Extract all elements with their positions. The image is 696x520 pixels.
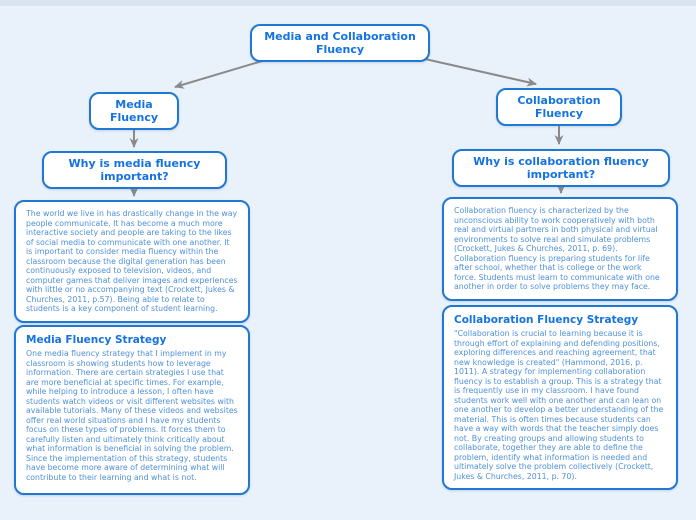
collab-strategy-title: Collaboration Fluency Strategy [454, 314, 639, 326]
node-collab-strategy[interactable] [442, 305, 678, 490]
node-media-importance-text[interactable] [14, 200, 250, 323]
top-edge-strip [0, 0, 696, 6]
media-strategy-title: Media Fluency Strategy [26, 334, 167, 346]
node-collab-importance-text[interactable] [442, 197, 678, 301]
collab-strategy-paragraph: "Collaboration is crucial to learning because it is through effort of explaining and defending positions, exploring differences and reaching agreement, that new knowledge is created" (Hammond, 2016, p. 1011). A strategy for implementing collaboration fluency is to establish a group. This is a strategy that is frequently use in my classroom. I have found students work well with one another and can lean on one another to develop a better understanding of the material. This is often times because students can have a way with words that the teacher simply does not. By creating groups and allowing students to collaborate, together they are able to define the problem, identify what information is needed and ultimately solve the problem collectively (Crockett, Jukes & Churches, 2011, p. 70). [454, 329, 664, 481]
node-media-fluency[interactable]: Media Fluency [89, 92, 179, 130]
collab-importance-paragraph: Collaboration fluency is characterized by the unconscious ability to work cooperatively with both real and virtual partners in both physical and virtual environments to solve real and simulate problems (Crockett, Jukes & Churches, 2011, p. 69). Collaboration fluency is preparing students for life after school, whether that is college or the work force. Students must learn to communicate with one another in order to solve problems they may face. [454, 206, 660, 291]
media-importance-paragraph: The world we live in has drastically change in the way people communicate. It has become a much more interactive society and people are taking to the likes of social media to communicate with one another. It is important to consider media fluency within the classroom because the digital generation has been continuously exposed to television, videos, and computer games that deliver images and experiences with little or no accompanying text (Crockett, Jukes & Churches, 2011, p.57). Being able to relate to students is a key component of student learning. [26, 209, 238, 313]
node-why-collaboration-fluency[interactable]: Why is collaboration fluency important? [452, 149, 670, 187]
node-collaboration-fluency[interactable]: Collaboration Fluency [496, 88, 622, 126]
node-root[interactable]: Media and Collaboration Fluency [250, 24, 430, 62]
node-why-media-fluency[interactable]: Why is media fluency important? [42, 151, 227, 189]
node-media-strategy[interactable] [14, 325, 250, 495]
media-strategy-paragraph: One media fluency strategy that I implement in my classroom is showing students how to leverage information. There are certain strategies I use that are more beneficial at specific times. For example, while helping to introduce a lesson, I often have students watch videos or visit different websites with available tutorials. Many of these videos and websites offer real world situations and I have my students focus on these types of problems. It forces them to carefully listen and ultimately think critically about what information is beneficial in solving the problem. Since the implementation of this strategy, students have become more aware of determining what will contribute to their learning and what is not. [26, 349, 238, 482]
